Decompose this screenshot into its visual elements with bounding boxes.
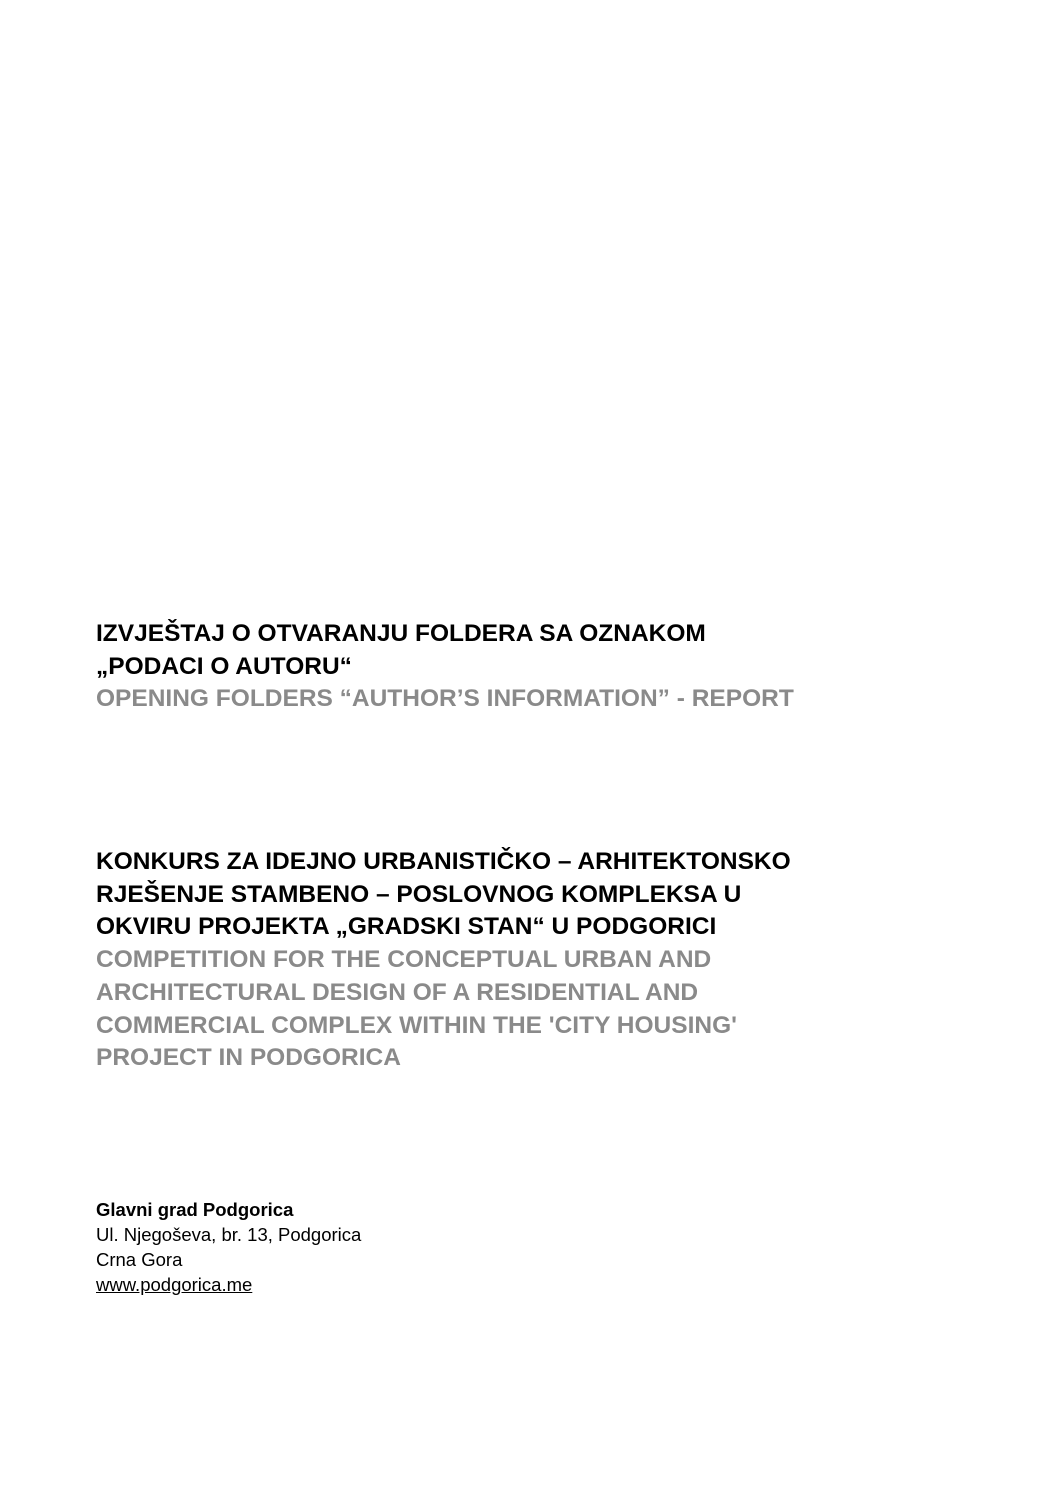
- report-title-line-2: „PODACI O AUTORU“: [96, 652, 352, 680]
- competition-title-line-2: RJEŠENJE STAMBENO – POSLOVNOG KOMPLEKSA U: [96, 880, 742, 908]
- competition-title-block: [96, 846, 996, 1075]
- organization-name: Glavni grad Podgorica: [96, 1199, 294, 1220]
- country: Crna Gora: [96, 1249, 183, 1270]
- street-address: Ul. Njegoševa, br. 13, Podgorica: [96, 1224, 362, 1245]
- address-block: [96, 1197, 361, 1297]
- competition-english-line-3: COMMERCIAL COMPLEX WITHIN THE 'CITY HOUSING': [96, 1011, 737, 1039]
- competition-english-line-4: PROJECT IN PODGORICA: [96, 1044, 401, 1072]
- report-title-line-1: IZVJEŠTAJ O OTVARANJU FOLDERA SA OZNAKOM: [96, 620, 706, 647]
- competition-title-line-1: KONKURS ZA IDEJNO URBANISTIČKO – ARHITEKTONSKO: [96, 848, 791, 875]
- report-title-english: OPENING FOLDERS “AUTHOR’S INFORMATION” - REPORT: [96, 685, 794, 713]
- report-title-block: [96, 618, 996, 716]
- competition-english-line-1: COMPETITION FOR THE CONCEPTUAL URBAN AND: [96, 946, 712, 974]
- website-link[interactable]: www.podgorica.me: [96, 1274, 253, 1295]
- competition-title-line-3: OKVIRU PROJEKTA „GRADSKI STAN“ U PODGORICI: [96, 913, 717, 941]
- competition-english-line-2: ARCHITECTURAL DESIGN OF A RESIDENTIAL AND: [96, 978, 699, 1006]
